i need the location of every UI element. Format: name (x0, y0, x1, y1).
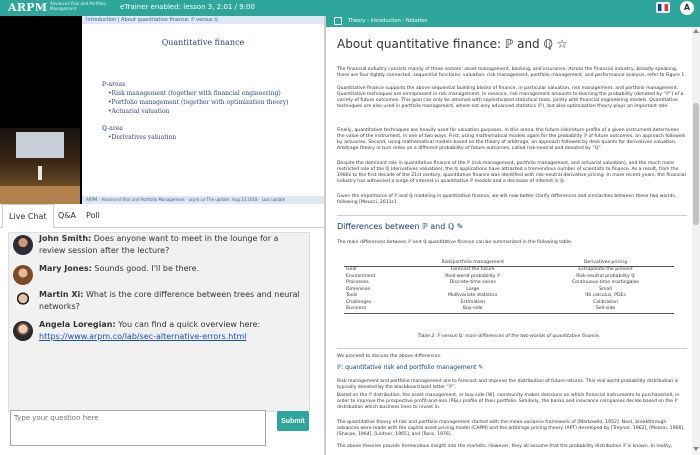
breadcrumb[interactable]: Theory › Introduction › Notation (348, 18, 428, 24)
comparison-table (344, 260, 674, 314)
chat-text: Sounds good. I'll be there. (91, 264, 200, 273)
paragraph: Finally, quantitative techniques are heavily used for valuation purposes. In this arena, the future risk/return profile of a given instrument determines the value of the instrument, in one of two ways. First, using mathematical models again for the probability ℙ of future outcomes, an approach followed by actuaries. Second, using mathematical models based on the theory of arbitrage, an approach followed by desk quants for derivatives valuation. Arbitrage theory in turn relies on a different probability of future outcomes, called risk-neutral and denoted by “ℚ”. (337, 128, 685, 151)
doc-breadcrumb-bar (326, 16, 700, 27)
toc-icon[interactable] (334, 17, 342, 25)
chat-message (13, 289, 303, 317)
table-cell: Goal (346, 267, 357, 272)
slide-bullet: • Portfolio management (together with optimization theory) (108, 98, 288, 107)
lecture-slide (82, 16, 324, 204)
etrainer-status: eTrainer enabled: lesson 3, 2:01 / 9:00 (120, 3, 255, 11)
slide-footer: ARPM - Advanced Risk and Portfolio Management - arpm.co The update: Aug 23 2018 - Last update (82, 196, 324, 204)
table-cell: Estimation (460, 299, 485, 305)
table-cell: Large (466, 286, 480, 292)
paragraph: The main differences between ℙ and ℚ quantitative finance can be summarized in the following table. (337, 240, 573, 245)
chat-author: John Smith: (39, 234, 92, 243)
section-heading: Differences between ℙ and ℚ ✎ (337, 222, 464, 231)
table-header: Derivatives pricing (537, 260, 674, 267)
table-cell: Business (344, 306, 408, 313)
lecture-video-thumbnail[interactable] (0, 128, 80, 212)
table-cell: Sell-side (537, 306, 674, 313)
table-header: Risk/portfolio management (408, 260, 537, 267)
avatar (13, 235, 33, 255)
table-row (344, 267, 674, 274)
table-cell: Discrete-time series (449, 280, 496, 285)
user-avatar[interactable]: A (680, 1, 694, 15)
slide-bullet: • Actuarial valuation (108, 107, 288, 116)
tab-poll[interactable]: Poll (86, 211, 100, 220)
table-cell: Itô calculus, PDEs (585, 293, 626, 298)
slide-body (102, 80, 288, 142)
divider-line (337, 348, 687, 349)
slide-title: Quantitative finance (161, 38, 245, 47)
chat-panel (0, 204, 325, 455)
chat-text: Does anyone want to meet in the lounge for a review session after the lecture? (39, 234, 279, 255)
chat-message (13, 319, 303, 347)
paragraph: Risk management and portfolio management are to forecast and improve the distribution of future returns. This real world probability distribution is typically denoted by the blackboard bold letter “ℙ”. (337, 379, 679, 390)
chat-author: Mary Jones: (39, 264, 92, 273)
paragraph: Based on the ℙ distribution, the asset management, or buy-side [W], community makes decisions on which financial instruments to purchase/sell, in order to improve the prospective profit-and-loss (P&L) profile of their portfolio. Similarly, the banks and insurance companies decide based on the ℙ distribution which business lines to invest in. (337, 393, 680, 410)
logo[interactable]: ARPM (8, 1, 48, 14)
table-cell: Small (599, 286, 612, 292)
chat-link[interactable]: https://www.arpm.co/lab/sec-alternative-errors.html (39, 332, 247, 341)
paragraph: Given the importance of ℙ and ℚ modeling in quantitative finance, we will now better clarify differences and similarities between these two worlds, following [Meucci, 2011c]. (337, 194, 677, 205)
scroll-up-icon[interactable] (693, 29, 699, 33)
tab-qa[interactable]: Q&A (58, 211, 77, 220)
table-caption: Table 2: ℙ versus ℚ: main differences of the two worlds of quantitative finance. (417, 334, 601, 339)
page-title: About quantitative finance: ℙ and ℚ ☆ (337, 37, 568, 51)
table-cell: Forecast the future (450, 267, 495, 272)
scrollbar-thumb[interactable] (693, 103, 699, 225)
table-cell: Multivariate statistics (448, 293, 498, 298)
chat-messages[interactable] (8, 232, 310, 412)
table-cell: Processes (346, 280, 369, 285)
table-cell: Real-world probability ℙ (445, 273, 501, 279)
chat-author: Angela Loregian: (39, 320, 116, 329)
avatar (13, 321, 33, 341)
scroll-down-icon[interactable] (693, 447, 699, 451)
table-cell: Buy-side (408, 306, 537, 313)
doc-scrollbar[interactable] (692, 27, 700, 455)
avatar (13, 265, 33, 285)
table-cell: Extrapolate the present (578, 267, 633, 272)
slide-q-area: ℚ-area (102, 125, 123, 132)
tab-live-chat[interactable]: Live Chat (2, 204, 54, 228)
table-cell: Challenges (346, 299, 372, 305)
table-cell: Continuous-time martingales (572, 280, 639, 285)
slide-bullet: • Derivatives valuation (108, 133, 288, 142)
logo-subtitle: Advanced Risk and Portfolio Management (50, 1, 106, 11)
chat-text: You can find a quick overview here: (115, 320, 261, 329)
chat-tabs (0, 204, 325, 228)
paragraph: Quantitative finance supports the above sequential building blocks of finance, in particular valuation, risk management, and portfolio management. Quantitative techniques are omnipresent in risk management. In essence, risk management amounts to learning the probability (denoted by “ℙ”) of a variety of future outcomes. This goal can only be attained with sophisticated statistical tools, jointly with financial engineering models. Quantitative techniques are also used in portfolio management, where not only advanced statistics (ℙ), but also optimization theory plays an important role. (337, 86, 684, 109)
paragraph: The financial industry consists mainly of three sectors: asset management, banking, and insurance. Across the financial industry, broadly speaking, there are four tightly connected, sequential functions: valuation, risk management, portfolio management, and performance analysis, refer to Figure 1. (337, 67, 686, 78)
paragraph: The above theories provide tremendous insight into the markets. However, they all assume that the probability distribution ℙ is known. In reality, (337, 444, 673, 449)
paragraph: We proceed to discuss the above differences. (337, 354, 442, 359)
language-flag-icon[interactable] (656, 2, 670, 13)
subsection-heading: ℙ: quantitative risk and portfolio management ✎ (337, 364, 484, 371)
chat-message (13, 263, 303, 287)
slide-bullet: • Risk management (together with financial engineering) (108, 89, 288, 98)
divider-line (337, 215, 687, 216)
table-cell: Tools (346, 293, 358, 298)
paragraph: The quantitative theory of risk and portfolio management started with the mean-variance framework of [Markowitz, 1952]. Next, breakthrough advances were made with the capital asset pricing model (CAPM) and the arbitrage pricing theory (APT) developed by [Treynor, 1962], [Mossin, 1966], [Sharpe, 1964], [Lintner, 1965], and [Ross, 1976]. (337, 420, 685, 437)
slide-header: Introduction | About quantitative finance: ℙ versus ℚ (82, 16, 324, 24)
avatar (13, 291, 33, 311)
table-cell: Calibration (593, 299, 619, 305)
slide-p-area: ℙ-areas (102, 81, 126, 88)
chat-text: What is the core difference between trees and neural networks? (39, 290, 300, 311)
paragraph: Despite the dominant role in quantitative finance of the ℙ (risk management, portfolio management, and actuarial valuation), and the much more restricted role of the ℚ (derivatives valuation), the ℚ applications have attracted a tremendous number of scientists to finance. As a result, from the 1980s to the first decade of the 21st century, quantitative finance was identified with risk-neutral derivative pricing. In more recent years, the financial industry has witnessed a surge of interest in quantitative ℙ models and a decrease of interest in ℚ. (337, 161, 686, 184)
table-cell: Dimension (346, 286, 371, 292)
question-input[interactable] (10, 410, 266, 446)
document-content (326, 27, 692, 455)
chat-author: Martin Xi: (39, 290, 84, 299)
table-cell: Environment (346, 273, 376, 279)
submit-button[interactable]: Submit (277, 411, 309, 431)
table-row (344, 306, 674, 313)
chat-message (13, 233, 303, 261)
top-bar (0, 0, 700, 16)
table-cell: Risk-neutral probability ℚ (576, 273, 635, 279)
